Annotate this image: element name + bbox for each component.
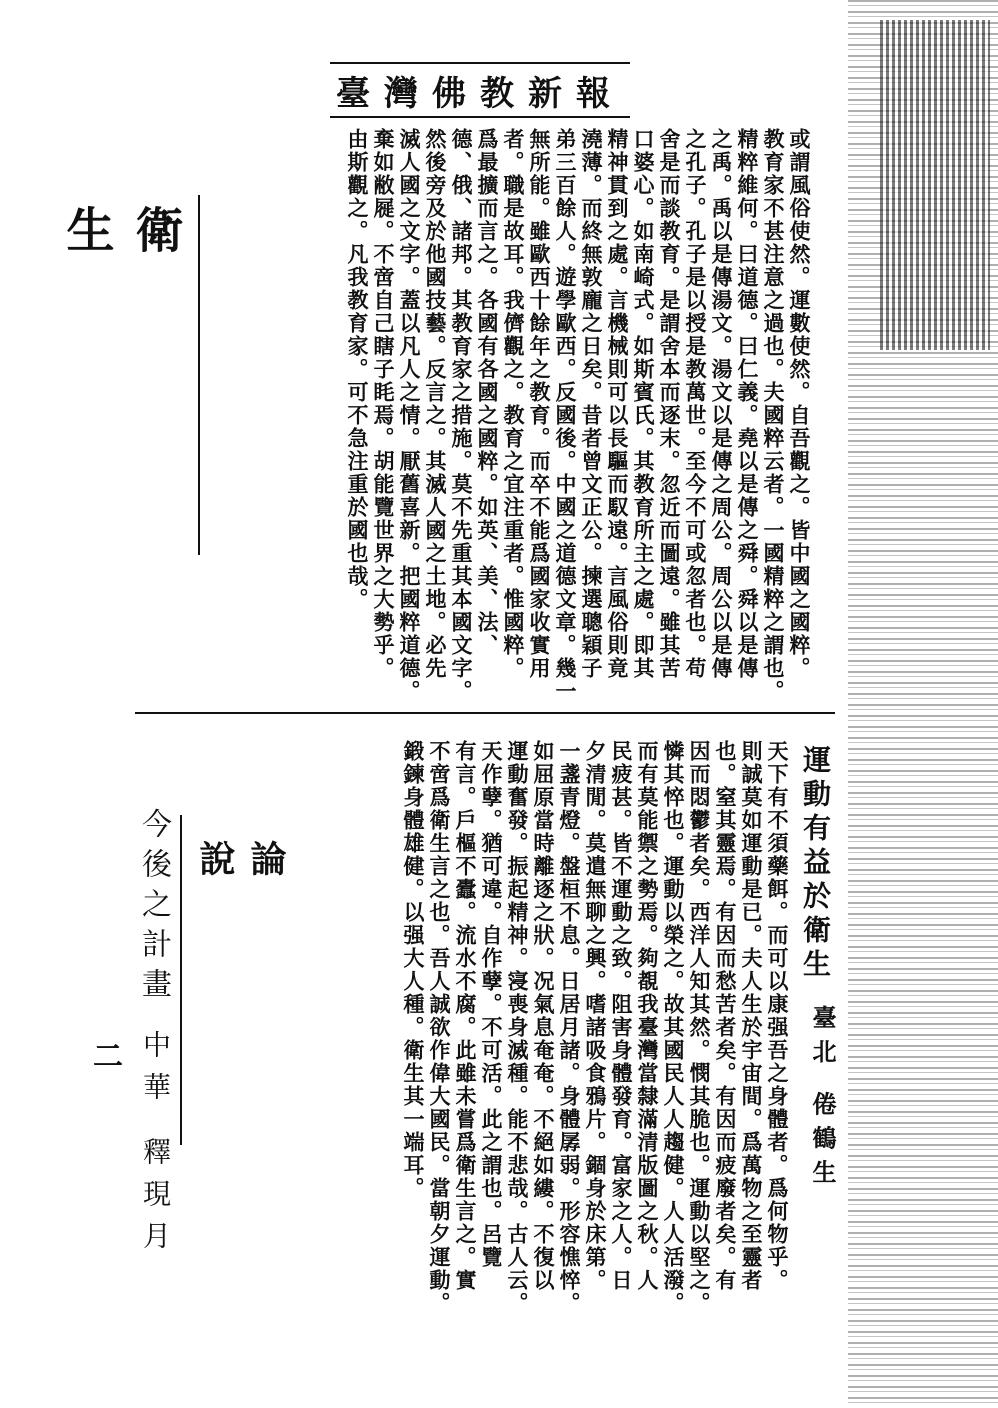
upper-text-column: 爲最擴而言之。各國有各國之國粹。如英、美、法、 (475, 128, 500, 657)
upper-text-column: 滅人國之文字。蓋以凡人之情。厭舊喜新。把國粹道德。 (397, 128, 422, 703)
lower-text-column: 鍛鍊身體雄健。以强大人種。衛生其一端耳。 (401, 740, 426, 1200)
lower-text-column: 因而悶鬱者矣。西洋人知其然。憫其脆也。運動以堅之。 (687, 740, 712, 1315)
upper-text-column: 之禹。禹以是傳湯文。湯文以是傳之周公。周公以是傳 (709, 128, 734, 680)
lower-article-author (800, 1005, 840, 1205)
upper-text-column: 然後旁及於他國技藝。反言之。其滅人國之土地。必先 (423, 128, 448, 680)
upper-text-column: 澆薄。而終無敦龐之日矣。昔者曾文正公。揀選聰穎子 (579, 128, 604, 680)
upper-text-column: 口婆心。如南崎式。如斯賓氏。其教育所主之處。即其 (631, 128, 656, 680)
next-article-author (135, 1030, 175, 1330)
upper-text-column: 者。職是故耳。我儕觀之。教育之宜注重者。惟國粹。 (501, 128, 526, 680)
lower-text-column: 不啻爲衛生言之也。吾人誠欲作偉大國民。當朝夕運動。 (427, 740, 452, 1315)
lower-text-column: 夕清閒。莫遣無聊之興。嗜諸吸食鴉片。錮身於床第。 (583, 740, 608, 1292)
upper-text-column: 德、俄、諸邦。其教育家之措施。莫不先重其本國文字。 (449, 128, 474, 703)
lower-text-column: 民疲甚。皆不運動之致。阻害身體發育。富家之人。日 (609, 740, 634, 1292)
lower-text-column: 憐其悴也。運動以榮之。故其國民人人趨健。人人活潑。 (661, 740, 686, 1315)
lower-text-column: 也。窒其靈焉。有因而愁苦者矣。有因而疲廢者矣。有 (713, 740, 738, 1292)
section-title-hygiene: 衛 生 (58, 205, 183, 403)
section-title-rule-bottom (180, 815, 182, 1145)
section-title-editorial: 論 說 (194, 840, 287, 1016)
section-divider (135, 712, 835, 714)
lower-text-column: 天下有不須藥餌。而可以康强吾之身體者。爲何物乎。 (765, 740, 790, 1292)
upper-text-column: 精神貫到之處。言機械則可以長驅而馭遠。言風俗則竟 (605, 128, 630, 680)
upper-text-column: 之孔子。孔子是以授是教萬世。至今不可或忽者也。苟 (683, 128, 708, 680)
upper-text-column: 或謂風俗使然。運數使然。自吾觀之。皆中國之國粹。 (787, 128, 812, 680)
lower-text-column: 而有莫能禦之勢焉。夠覩我臺灣當隸滿清版圖之秋。人 (635, 740, 660, 1292)
lower-text-column: 有言。戶樞不蠹。流水不腐。此雖未嘗爲衛生言之。實 (453, 740, 478, 1292)
upper-text-column: 由斯觀之。凡我教育家。可不急注重於國也哉。 (345, 128, 370, 611)
lower-text-column: 天作孽。猶可違。自作孽。不可活。此之謂也。呂覽 (479, 740, 504, 1269)
next-author: 中華 釋現月 (139, 1030, 172, 1263)
upper-text-column: 棄如敝屣。不啻自己瞎子眊焉。胡能覽世界之大勢乎。 (371, 128, 396, 680)
section-title-rule-top (198, 195, 200, 555)
lower-text-column: 則誠莫如運動是已。夫人生於宇宙間。爲萬物之至靈者 (739, 740, 764, 1292)
lower-text-column: 如屈原當時離逐之狀。况氣息奄奄。不絕如縷。不復以 (531, 740, 556, 1292)
upper-text-column: 無所能。雖歐西十餘年之教育。而卒不能爲國家收實用 (527, 128, 552, 680)
page-number: 二 (87, 1040, 122, 1074)
scan-edge-strip (880, 20, 990, 350)
upper-text-column: 教育家不甚注意之過也。夫國粹云者。一國精粹之謂也。 (761, 128, 786, 703)
article-title: 運動有益於衛生 (799, 745, 832, 983)
lower-text-column: 運動奮發。振起精神。寖喪身滅種。能不悲哉。古人云。 (505, 740, 530, 1315)
next-title: 今後之計畫 (136, 808, 171, 1008)
upper-text-column: 舍是而談教育。是謂舍本而逐末。忽近而圖遠。雖其苦 (657, 128, 682, 680)
upper-text-column: 弟三百餘人。遊學歐西。反國後。中國之道德文章。幾一 (553, 128, 578, 703)
lower-text-column: 一盞青燈。盤桓不息。日居月諸。身體孱弱。形容憔悴。 (557, 740, 582, 1315)
upper-text-column: 精粹維何。曰道德。曰仁義。堯以是傳之舜。舜以是傳 (735, 128, 760, 680)
article-author: 臺北 倦鶴生 (808, 1005, 837, 1194)
lower-article-body (265, 740, 790, 1315)
upper-article-body (212, 128, 812, 703)
masthead: 臺灣佛教新報 (330, 62, 630, 118)
